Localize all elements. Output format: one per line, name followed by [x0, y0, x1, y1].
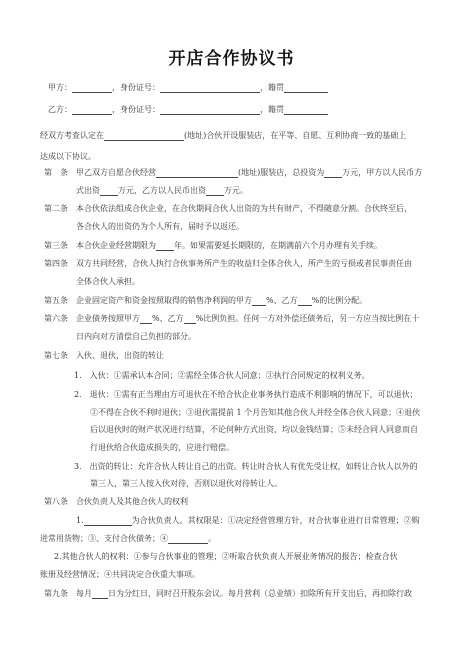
- article-2-line-2: 各合伙人的出资仍为个人所有，届时予以返还。: [76, 222, 244, 231]
- party-b-line: 乙方： ，身份证号： ，籍贯: [48, 104, 328, 115]
- article-9-line: 第九条 每月 日为分红日，同时召开股东会议。每月营利（总业绩）扣除所有开支出后，再扣除行政: [44, 589, 412, 598]
- article-7-item-3-line-2: 第三人，第三人按入伙对待，否则以退伙对待转让人。: [90, 479, 282, 488]
- debt-share-b-blank[interactable]: [184, 314, 196, 324]
- article-4-line-2: 全体合伙人承担。: [76, 277, 140, 286]
- intro-line-2: 达成以下协议。: [40, 152, 96, 161]
- article-7-item-2-line-1: 2. 退伙：①需有正当理由方可退伙在不给合伙企业事务执行造成不利影响的情况下，可以退伙；: [74, 390, 418, 399]
- article-9-label: 第九条: [44, 589, 68, 598]
- article-8-para-2-line-1: 2.其他合伙人的权利：①参与合伙事业的管理；②听取合伙负责人开展业务情况的报告；检查合伙: [54, 552, 398, 561]
- article-8-para-2-line-2: 账册及经营情况；④共同决定合伙重大事项。: [40, 570, 200, 579]
- venture-address-blank[interactable]: [156, 168, 238, 178]
- profit-share-b-blank[interactable]: [298, 296, 312, 306]
- article-4-line-1: 第四条 双方共同经营，合伙人执行合伙事务所产生的收益归全体合伙人，所产生的亏损或者民事责任由: [44, 259, 412, 268]
- article-3-label: 第三条: [44, 241, 68, 250]
- term-years-blank[interactable]: [156, 241, 174, 251]
- article-7-item-2-line-2: ②不得在合伙不利时退伙；③退伙需提前 1 个月告知其他合伙人并经全体合伙人同意；④退伙: [90, 408, 421, 417]
- article-8-heading: 第八条 合伙负责人及其他合伙人的权利: [44, 497, 188, 506]
- article-7-label: 第七条: [44, 351, 68, 360]
- party-a-origin-blank[interactable]: [284, 83, 328, 93]
- party-b-origin-blank[interactable]: [284, 105, 328, 115]
- total-investment-blank[interactable]: [324, 168, 342, 178]
- article-7-item-2-line-3: 后以退伙时的财产状况进行结算，不论何种方式出资，均以金钱结算；⑤未经合同人同意而自: [90, 425, 418, 434]
- article-1-label: 第 条: [44, 168, 68, 177]
- dividend-day-blank[interactable]: [92, 589, 108, 599]
- party-b-id-blank[interactable]: [160, 105, 260, 115]
- party-a-name-blank[interactable]: [72, 83, 112, 93]
- article-8-para-1-line-2: 进常用货物；③、支付合伙债务；④ 。: [40, 534, 216, 543]
- shop-address-blank[interactable]: [104, 131, 184, 141]
- article-1-line-2: 式出资 万元，乙方以人民币出资 万元。: [76, 186, 248, 195]
- party-b-contribution-blank[interactable]: [206, 186, 224, 196]
- article-7-item-1: 1. 入伙：①需承认本合同；②需经全体合伙人同意；③执行合同规定的权利义务。: [74, 371, 370, 380]
- article-6-label: 第六条: [44, 314, 68, 323]
- article-2-label: 第二条: [44, 204, 68, 213]
- article-1-line-1: 第 条 甲乙双方自愿合伙经营 (地址)服装店，总投资为 万元，甲方以人民币方: [44, 168, 423, 177]
- party-a-contribution-blank[interactable]: [100, 186, 118, 196]
- article-5-label: 第五条: [44, 296, 68, 305]
- party-b-name-blank[interactable]: [72, 105, 112, 115]
- article-6-line-2: 日内向对方清偿自己负担的部分。: [76, 332, 196, 341]
- intro-line-1: 经双方考查认定在 (地址)合伙开设服装店，在平等、自愿、互利协商一致的基础上: [40, 131, 407, 140]
- page-title: 开店合作协议书: [168, 49, 295, 69]
- article-7-item-3-line-1: 3. 出资的转让：允许合伙人转让自己的出资。转让时合伙人有优先受让权，如转让合伙人以外的: [74, 462, 418, 471]
- profit-share-a-blank[interactable]: [252, 296, 266, 306]
- article-7-item-2-line-4: 行退伙给合伙造成损失的，应进行赔偿。: [90, 443, 234, 452]
- party-a-line: 甲方： ，身份证号： ，籍贯: [48, 82, 328, 93]
- article-8-para-1-line-1: 1. 为合伙负责人。其权限是：①决定经营管理方针，对合伙事业进行日常管理；②购: [76, 516, 420, 525]
- article-7-heading: 第七条 入伙、退伙，出资的转让: [44, 351, 164, 360]
- article-8-label: 第八条: [44, 497, 68, 506]
- manager-name-blank[interactable]: [84, 516, 132, 526]
- article-5-line: 第五条 企业固定资产和资金按照取得的销售净利润的甲方 %、乙方 %的比例分配。: [44, 296, 368, 305]
- article-4-label: 第四条: [44, 259, 68, 268]
- manager-other-power-blank[interactable]: [168, 534, 208, 544]
- party-a-id-blank[interactable]: [160, 83, 260, 93]
- article-2-line-1: 第二条 本合伙依法组成合伙企业，在合伙期间合伙人出资的为共有财产，不得随意分割。合伙终至后，: [44, 204, 412, 213]
- debt-share-a-blank[interactable]: [140, 314, 152, 324]
- article-3-line: 第三条 本合伙企业经营期限为 年。如果需要延长期限的，在期满前六个月办理有关手续。: [44, 241, 382, 250]
- article-6-line-1: 第六条 企业债务按照甲方 %、乙方 %比例负担。任何一方对外偿还债务后，另一方应当按比例在十: [44, 314, 420, 323]
